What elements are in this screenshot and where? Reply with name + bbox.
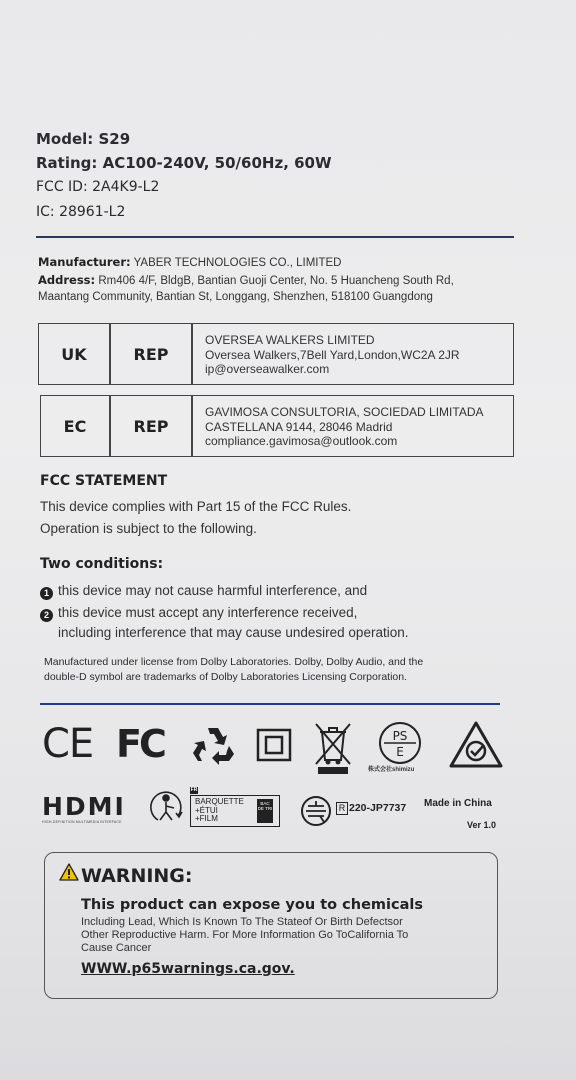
prop65-warning-box bbox=[44, 852, 498, 999]
divider-blue bbox=[40, 703, 500, 705]
warning-url-link[interactable]: WWW.p65warnings.ca.gov. bbox=[81, 961, 295, 977]
condition-2-number: 2 bbox=[40, 609, 53, 622]
address-value-1: Rm406 4/F, BldgB, Bantian Guoji Center, No. 5 Huancheng South Rd, bbox=[98, 275, 454, 287]
conditions-heading: Two conditions: bbox=[40, 556, 164, 572]
uk-rep-box bbox=[38, 323, 514, 385]
ec-rep-email: compliance.gavimosa@outlook.com bbox=[205, 434, 398, 448]
address-line-2: Maantang Community, Bantian St, Longgang, Shenzhen, 518100 Guangdong bbox=[38, 291, 433, 303]
warning-line-3: Cause Cancer bbox=[81, 942, 152, 954]
fcc-mark-icon: FC bbox=[116, 722, 164, 766]
ec-rep-street: CASTELLANA 9144, 28046 Madrid bbox=[205, 419, 393, 434]
fcc-heading: FCC STATEMENT bbox=[40, 473, 168, 489]
condition-2-continued: including interference that may cause undesired operation. bbox=[58, 625, 409, 640]
ec-divider-2 bbox=[191, 396, 193, 456]
model-text: Model: S29 bbox=[36, 130, 131, 148]
ce-mark-icon: CE bbox=[42, 721, 94, 767]
ec-label: EC bbox=[63, 416, 87, 436]
hdmi-logo-icon bbox=[42, 793, 142, 819]
ec-rep-box bbox=[40, 395, 514, 457]
uk-divider-2 bbox=[191, 324, 193, 384]
warning-headline: This product can expose you to chemicals bbox=[81, 897, 423, 913]
fcc-id-text: FCC ID: 2A4K9-L2 bbox=[36, 179, 160, 195]
pse-mark-icon bbox=[378, 721, 422, 765]
warning-line-2: Other Reproductive Harm. For More Information Go ToCalifornia To bbox=[81, 929, 409, 941]
fr-badge: FR bbox=[190, 787, 198, 793]
radio-cert-code: 220-JP7737 bbox=[349, 802, 407, 814]
ec-rep-label: REP bbox=[133, 416, 169, 436]
warning-line-1: Including Lead, Which Is Known To The Stateof Or Birth Defectsor bbox=[81, 916, 403, 928]
triman-line-3: +FILM bbox=[195, 814, 218, 823]
condition-2-text: this device must accept any interference received, bbox=[58, 605, 358, 620]
rating-text: Rating: AC100-240V, 50/60Hz, 60W bbox=[36, 154, 332, 172]
pse-bottom-text: E bbox=[396, 745, 404, 759]
weee-bin-icon bbox=[312, 720, 354, 776]
recycle-icon bbox=[190, 725, 236, 767]
triman-line-2: +ÉTUI bbox=[195, 805, 218, 815]
uk-rep-name: OVERSEA WALKERS LIMITED bbox=[205, 333, 375, 347]
divider-top bbox=[36, 236, 514, 238]
uk-rep-street: Oversea Walkers,7Bell Yard,London,WC2A 2JR bbox=[205, 347, 460, 362]
manufacturer-label: Manufacturer: bbox=[38, 255, 131, 269]
hdmi-logo-text: HDMI bbox=[42, 793, 126, 819]
warning-title: WARNING: bbox=[81, 865, 193, 887]
fcc-line-2: Operation is subject to the following. bbox=[40, 521, 257, 536]
pse-subtitle: 株式会社shimizu bbox=[368, 767, 415, 773]
uk-label: UK bbox=[61, 344, 87, 364]
uk-rep-email: ip@overseawalker.com bbox=[205, 362, 330, 376]
condition-1 bbox=[40, 583, 367, 600]
condition-2 bbox=[40, 605, 357, 622]
dolby-line-1: Manufactured under license from Dolby Laboratories. Dolby, Dolby Audio, and the bbox=[44, 656, 424, 668]
dolby-line-2: double-D symbol are trademarks of Dolby Laboratories Licensing Corporation. bbox=[44, 671, 408, 683]
made-in-text: Made in China bbox=[424, 798, 492, 809]
ec-rep-name: GAVIMOSA CONSULTORIA, SOCIEDAD LIMITADA bbox=[205, 405, 484, 419]
ic-text: IC: 28961-L2 bbox=[36, 204, 126, 220]
hdmi-subtitle: HIGH-DEFINITION MULTIMEDIA INTERFACE bbox=[42, 820, 122, 824]
condition-1-number: 1 bbox=[40, 587, 53, 600]
fcc-line-1: This device complies with Part 15 of the FCC Rules. bbox=[40, 499, 352, 514]
condition-1-text: this device may not cause harmful interference, and bbox=[58, 583, 368, 598]
address-line-1 bbox=[38, 273, 454, 287]
uk-rep-label: REP bbox=[133, 344, 169, 364]
china-energy-mark-icon bbox=[300, 795, 332, 827]
triman-icon bbox=[146, 788, 186, 824]
pse-top-text: PS bbox=[392, 729, 408, 743]
uk-rep-address bbox=[205, 333, 460, 377]
ec-rep-address bbox=[205, 405, 484, 449]
version-text: Ver 1.0 bbox=[467, 820, 497, 830]
address-label: Address: bbox=[38, 273, 96, 287]
triman-text bbox=[195, 798, 244, 824]
r-mark-icon: R bbox=[336, 802, 348, 815]
double-insulation-icon bbox=[256, 728, 292, 762]
warning-body bbox=[81, 916, 408, 955]
triman-line-1: BARQUETTE bbox=[195, 797, 244, 806]
manufacturer-line bbox=[38, 255, 342, 269]
manufacturer-value: YABER TECHNOLOGIES CO., LIMITED bbox=[133, 257, 342, 269]
triman-info-box bbox=[190, 795, 280, 827]
rcm-mark-icon bbox=[448, 720, 504, 770]
bac-de-tri-icon: BAC DE TRI bbox=[257, 799, 273, 823]
warning-triangle-icon bbox=[59, 863, 79, 881]
